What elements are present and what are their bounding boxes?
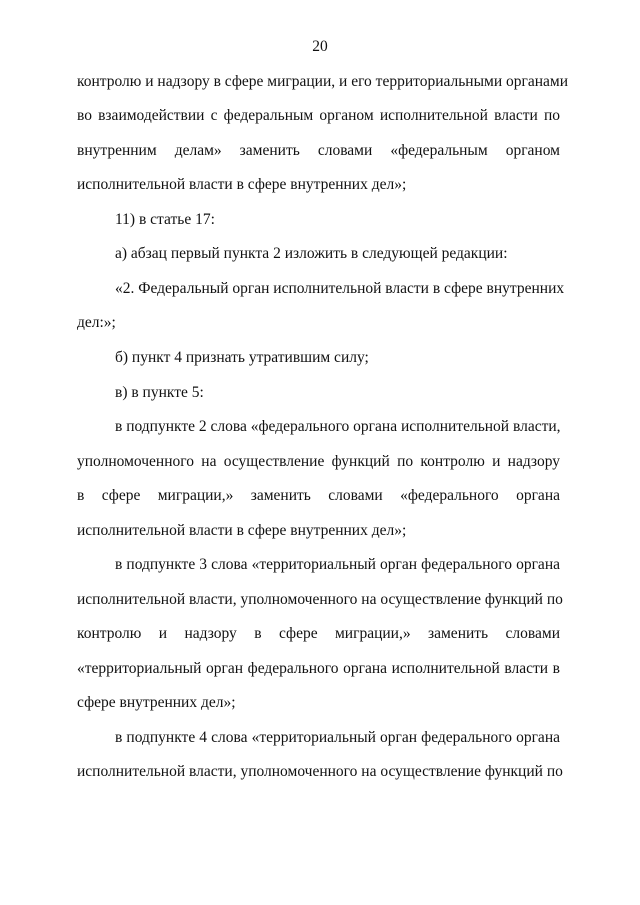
word: словами	[328, 487, 383, 504]
text-line-9	[115, 349, 560, 367]
text-line-15	[115, 556, 560, 574]
text-line-10	[115, 384, 560, 402]
word: в	[77, 487, 85, 504]
text-line-19-content: сфере внутренних дел»;	[77, 694, 236, 711]
text-line-14-content: исполнительной власти в сфере внутренних дел»;	[77, 522, 407, 539]
page-number: 20	[312, 38, 328, 55]
text-line-9-content: б) пункт 4 признать утратившим силу;	[115, 349, 369, 366]
word: внутренним	[77, 142, 157, 159]
text-line-7	[115, 280, 565, 298]
text-line-2-content: во взаимодействии с федеральным органом исполнительной власти по	[77, 107, 560, 124]
text-line-4-content: исполнительной власти в сфере внутренних дел»;	[77, 176, 407, 193]
word: органа	[516, 487, 560, 504]
word: миграции,»	[334, 625, 411, 642]
text-line-20-content: в подпункте 4 слова «территориальный орган федерального органа	[115, 729, 560, 746]
word: заменить	[239, 142, 300, 159]
text-line-5-content: 11) в статье 17:	[115, 211, 215, 228]
word: «федерального	[400, 487, 499, 504]
word: и	[158, 625, 168, 642]
text-line-18-content: «территориальный орган федерального органа исполнительной власти в	[77, 660, 560, 677]
text-line-5	[115, 211, 560, 229]
word: сфере	[101, 487, 141, 504]
word: органом	[505, 142, 560, 159]
text-line-2	[77, 107, 560, 125]
text-line-11-content: в подпункте 2 слова «федерального органа исполнительной власти,	[115, 418, 561, 435]
text-line-19	[77, 694, 560, 712]
text-line-20	[115, 729, 560, 747]
text-line-16-content: исполнительной власти, уполномоченного на осуществление функций по	[77, 591, 563, 608]
text-line-12	[77, 453, 560, 471]
text-line-4	[77, 176, 560, 194]
word: делам»	[174, 142, 222, 159]
text-line-6	[115, 245, 560, 263]
text-line-17	[77, 625, 560, 643]
text-line-13	[77, 487, 560, 505]
word: «федеральным	[390, 142, 488, 159]
word: контролю	[77, 625, 142, 642]
text-line-8	[77, 314, 560, 332]
text-line-18	[77, 660, 560, 678]
text-line-16	[77, 591, 563, 609]
word: заменить	[428, 625, 489, 642]
text-line-7-content: «2. Федеральный орган исполнительной власти в сфере внутренних	[115, 280, 565, 297]
text-line-12-content: уполномоченного на осуществление функций по контролю и надзору	[77, 453, 560, 470]
text-line-14	[77, 522, 560, 540]
text-line-3	[77, 142, 560, 160]
text-line-15-content: в подпункте 3 слова «территориальный орган федерального органа	[115, 556, 560, 573]
text-line-8-content: дел:»;	[77, 314, 116, 331]
word: словами	[505, 625, 560, 642]
text-line-21	[77, 763, 563, 781]
text-line-10-content: в) в пункте 5:	[115, 384, 204, 401]
word: сфере	[278, 625, 318, 642]
word: словами	[317, 142, 373, 159]
text-line-11	[115, 418, 560, 436]
word: заменить	[250, 487, 311, 504]
word: миграции,»	[157, 487, 234, 504]
text-line-21-content: исполнительной власти, уполномоченного на осуществление функций по	[77, 763, 563, 780]
word: в	[254, 625, 262, 642]
text-line-1-content: контролю и надзору в сфере миграции, и его территориальными органами	[77, 73, 569, 90]
text-line-6-content: а) абзац первый пункта 2 изложить в следующей редакции:	[115, 245, 508, 262]
text-line-1	[77, 73, 569, 91]
word: надзору	[184, 625, 237, 642]
